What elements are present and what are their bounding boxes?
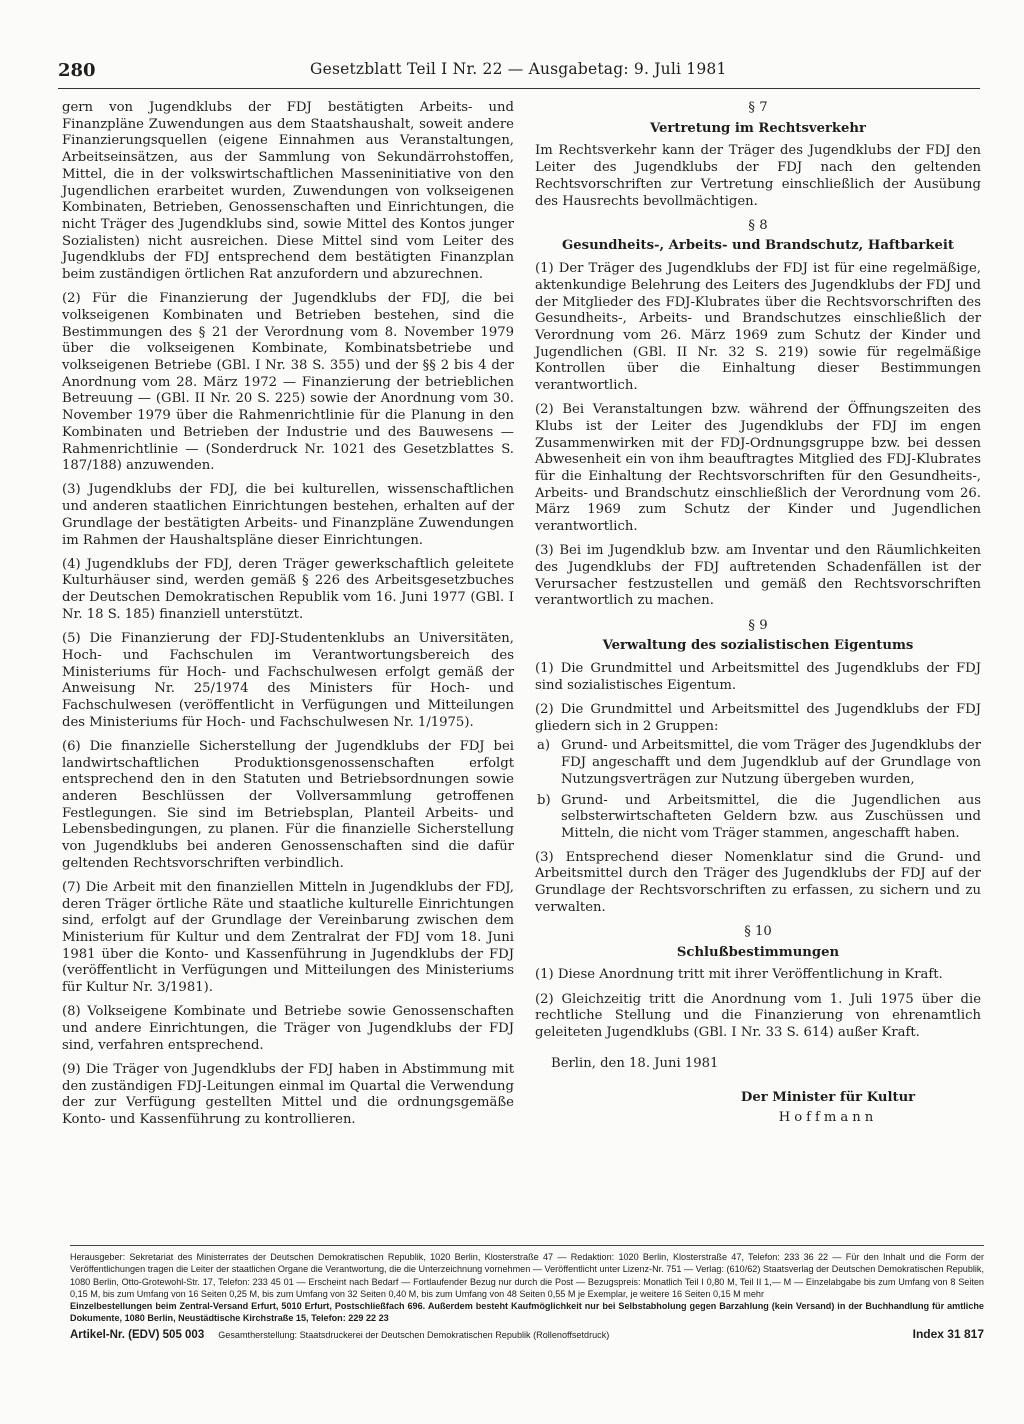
imprint-publisher: Herausgeber: Sekretariat des Ministerrates der Deutschen Demokratischen Republik, 1020 Berlin, Klosterstraße 47 — Redaktion: 1020 Berlin, Klosterstraße 47, Telefon: 233 36 22 — Für den Inhalt und die Form der Veröffentlichungen tragen die Leiter der staatlichen Organe die Verantwortung, die die Unterzeichnung vornehmen — Veröffentlicht unter Lizenz-Nr. 751 — Verlag: (610/62) Staatsverlag der Deutschen Demokratischen Republik, 1080 Berlin, Otto-Grotewohl-Str. 17, Telefon: 233 45 01 — Erscheint nach Bedarf — Fortlaufender Bezug nur durch die Post — Bezugspreis: Monatlich Teil I 0,80 M, Teil II 1,— M — Einzelabgabe bis zum Umfang von 8 Seiten 0,15 M, bis zum Umfang von 16 Seiten 0,25 M, bis zum Umfang von 32 Seiten 0,40 M, bis zum Umfang von 48 Seiten 0,55 M je Exemplar, je weitere 16 Seiten 0,15 M mehr [70,1252,984,1299]
paragraph: (7) Die Arbeit mit den finanziellen Mitteln in Jugendklubs der FDJ, deren Träger örtliche Räte und staatliche kulturelle Einrichtungen sind, erfolgt auf der Grundlage der Vereinbarung zwischen dem Ministerium für Kultur und dem Zentralrat der FDJ vom 18. Juni 1981 über die Konto- und Kassenführung in Jugendklubs der FDJ (veröffentlicht in Verfügungen und Mitteilungen des Ministeriums für Kultur Nr. 3/1981). [62,879,514,996]
list-label: a) [537,738,551,754]
paragraph: (2) Bei Veranstaltungen bzw. während der Öffnungszeiten des Klubs ist der Leiter des Jugendklubs der FDJ im engen Zusammenwirken mit der FDJ-Ordnungsgruppe bzw. bei dessen Abwesenheit ein von ihm beauftragtes Mitglied des FDJ-Klubrates für die Einhaltung der Rechtsvorschriften für den Gesundheits-, Arbeits- und Brandschutz einschließlich der Verordnung vom 26. März 1969 zum Schutz der Kinder und Jugendlichen verantwortlich. [535,402,981,535]
list-label: b) [537,792,551,808]
paragraph: (3) Bei im Jugendklub bzw. am Inventar und den Räumlichkeiten des Jugendklubs der FDJ auftretenden Schadenfällen ist der Verursacher festzustellen und gemäß den Rechtsvorschriften verantwortlich zu machen. [535,543,981,609]
section-number: § 10 [744,923,772,939]
paragraph: (1) Diese Anordnung tritt mit ihrer Veröffentlichung in Kraft. [535,967,943,983]
paragraph: gern von Jugendklubs der FDJ bestätigten Arbeits- und Finanzpläne Zuwendungen aus dem Staatshaushalt, soweit andere Finanzierungsquellen (eigene Einnahmen aus Veranstaltungen, Arbeitseinsätzen, aus der Sammlung von Sekundärrohstoffen, Mittel, die in der volkswirtschaftlichen Masseninitiative von den Jugendlichen erarbeitet wurden, Zuwendungen von volkseigenen Kombinaten, Betrieben, Genossenschaften und Einrichtungen, die nicht Träger des Jugendklubs sind, sowie Mittel des Kontos junger Sozialisten) nicht ausreichen. Diese Mittel sind vom Leiter des Jugendklubs der FDJ entsprechend dem bestätigten Finanzplan beim zuständigen örtlichen Rat anzufordern und abzurechnen. [62,100,514,283]
paragraph: (1) Der Träger des Jugendklubs der FDJ ist für eine regelmäßige, aktenkundige Belehrung des Leiters des Jugendklubs der FDJ und der Mitglieder des FDJ-Klubrates über die Rechtsvorschriften des Gesundheits-, Arbeits- und Brandschutzes einschließlich der Verordnung vom 26. März 1969 zum Schutz der Kinder und Jugendlichen (GBl. II Nr. 32 S. 219) sowie für regelmäßige Kontrollen über die Einhaltung dieser Bestimmungen verantwortlich. [535,261,981,394]
imprint [70,1245,984,1341]
running-head: Gesetzblatt Teil I Nr. 22 — Ausgabetag: 9. Juli 1981 [310,60,727,78]
signatory-name: Hoffmann [778,1110,878,1126]
list-text: Grund- und Arbeitsmittel, die vom Träger des Jugendklubs der FDJ angeschafft und dem Jugendklub auf der Grundlage von Nutzungsverträgen zur Nutzung übergeben wurden, [561,738,981,787]
paragraph: (3) Jugendklubs der FDJ, die bei kulturellen, wissenschaftlichen und anderen staatlichen Einrichtungen bestehen, erhalten auf der Grundlage der bestätigten Arbeits- und Finanzpläne Zuwendungen im Rahmen der Haushaltspläne dieser Einrichtungen. [62,482,514,548]
paragraph: (6) Die finanzielle Sicherstellung der Jugendklubs der FDJ bei landwirtschaftlichen Produktionsgenossenschaften erfolgt entsprechend den in den Statuten und Betriebsordnungen sowie anderen Beschlüssen der Vollversammlung getroffenen Festlegungen. Sie sind im Betriebsplan, Planteil Arbeits- und Lebensbedingungen, zu planen. Für die finanzielle Sicherstellung von Jugendklubs bei anderen Genossenschaften sind die dafür geltenden Rechtsvorschriften verbindlich. [62,738,514,871]
paragraph: (4) Jugendklubs der FDJ, deren Träger gewerkschaftlich geleitete Kulturhäuser sind, werden gemäß § 226 des Arbeitsgesetzbuches der Deutschen Demokratischen Republik vom 16. Juni 1977 (GBl. I Nr. 18 S. 185) finanziell unterstützt. [62,556,514,622]
paragraph: (2) Für die Finanzierung der Jugendklubs der FDJ, die bei volkseigenen Kombinaten und Betrieben bestehen, sind die Bestimmungen des § 21 der Verordnung vom 8. November 1979 über die volkseigenen Kombinate, Kombinatsbetriebe und volkseigenen Betriebe (GBl. I Nr. 38 S. 355) und der §§ 2 bis 4 der Anordnung vom 28. März 1972 — Finanzierung der betrieblichen Betreuung — (GBl. II Nr. 20 S. 225) sowie der Anordnung vom 30. November 1979 über die Rahmenrichtlinie für die Planung in den Kombinaten und Betrieben der Industrie und des Bauwesens — Rahmenrichtlinie — (Sonderdruck Nr. 1021 des Gesetzblattes S. 187/188) anzuwenden. [62,291,514,474]
place-date: Berlin, den 18. Juni 1981 [551,1055,719,1071]
section-title: Gesundheits-, Arbeits- und Brandschutz, Haftbarkeit [562,238,954,254]
imprint-orders: Einzelbestellungen beim Zentral-Versand Erfurt, 5010 Erfurt, Postschließfach 696. Außerdem besteht Kaufmöglichkeit nur bei Selbstabholung gegen Barzahlung (kein Versand) in der Buchhandlung für amtliche Dokumente, 1080 Berlin, Neustädtische Kirchstraße 15, Telefon: 229 22 23 [70,1301,984,1324]
signatory-title: Der Minister für Kultur [740,1090,916,1106]
paragraph: (9) Die Träger von Jugendklubs der FDJ haben in Abstimmung mit den zuständigen FDJ-Leitungen einmal im Quartal die Verwendung der zur Verfügung gestellten Mittel und die ordnungsgemäße Konto- und Kassenführung zu kontrollieren. [62,1061,514,1128]
paragraph: Im Rechtsverkehr kann der Träger des Jugendklubs der FDJ den Leiter des Jugendklubs der FDJ nach den geltenden Rechtsvorschriften zur Vertretung einschließlich der Ausübung des Hausrechts bevollmächtigen. [535,143,981,209]
paragraph: (3) Entsprechend dieser Nomenklatur sind die Grund- und Arbeitsmittel durch den Träger des Jugendklubs der FDJ auf der Grundlage der Rechtsvorschriften zu erfassen, zu sichern und zu verwalten. [535,849,981,915]
section-number: § 7 [748,100,768,115]
paragraph: (1) Die Grundmittel und Arbeitsmittel des Jugendklubs der FDJ sind sozialistisches Eigentum. [535,661,981,693]
page-header [58,58,980,89]
imprint-divider [70,1245,984,1246]
article-number: Artikel-Nr. (EDV) 505 003 [70,1328,205,1341]
right-column [535,100,981,1127]
section-title: Schlußbestimmungen [676,944,840,960]
imprint-footer [70,1328,984,1341]
section-number: § 8 [748,217,768,233]
list-item [535,793,981,843]
index-number: Index 31 817 [912,1326,984,1341]
paragraph: (8) Volkseigene Kombinate und Betriebe sowie Genossenschaften und andere Einrichtungen, die Träger von Jugendklubs der FDJ sind, verfahren entsprechend. [62,1004,514,1053]
paragraph: (2) Die Grundmittel und Arbeitsmittel des Jugendklubs der FDJ gliedern sich in 2 Gruppen: [535,702,981,734]
section-title: Vertretung im Rechtsverkehr [650,120,866,136]
left-column [62,100,514,1136]
section-title: Verwaltung des sozialistischen Eigentums [602,638,914,654]
paragraph: (5) Die Finanzierung der FDJ-Studentenklubs an Universitäten, Hoch- und Fachschulen im Verantwortungsbereich des Ministeriums für Hoch- und Fachschulwesen erfolgt gemäß der Anweisung Nr. 25/1974 des Ministers für Hoch- und Fachschulwesen (veröffentlicht in Verfügungen und Mitteilungen des Ministeriums für Hoch- und Fachschulwesen Nr. 1/1975). [62,631,514,730]
list-text: Grund- und Arbeitsmittel, die die Jugendlichen aus selbsterwirtschafteten Geldern bzw. aus Zuschüssen und Mitteln, die nicht vom Träger stammen, angeschafft haben. [561,792,981,841]
page-number: 280 [58,60,96,81]
list-item [535,738,981,788]
section-number: § 9 [748,617,768,633]
printer-note: Gesamtherstellung: Staatsdruckerei der Deutschen Demokratischen Republik (Rollenoffsetdruck) [218,1329,610,1340]
paragraph: (2) Gleichzeitig tritt die Anordnung vom 1. Juli 1975 über die rechtliche Stellung und die Finanzierung von ehrenamtlich geleiteten Jugendklubs (GBl. I Nr. 33 S. 614) außer Kraft. [535,991,981,1040]
